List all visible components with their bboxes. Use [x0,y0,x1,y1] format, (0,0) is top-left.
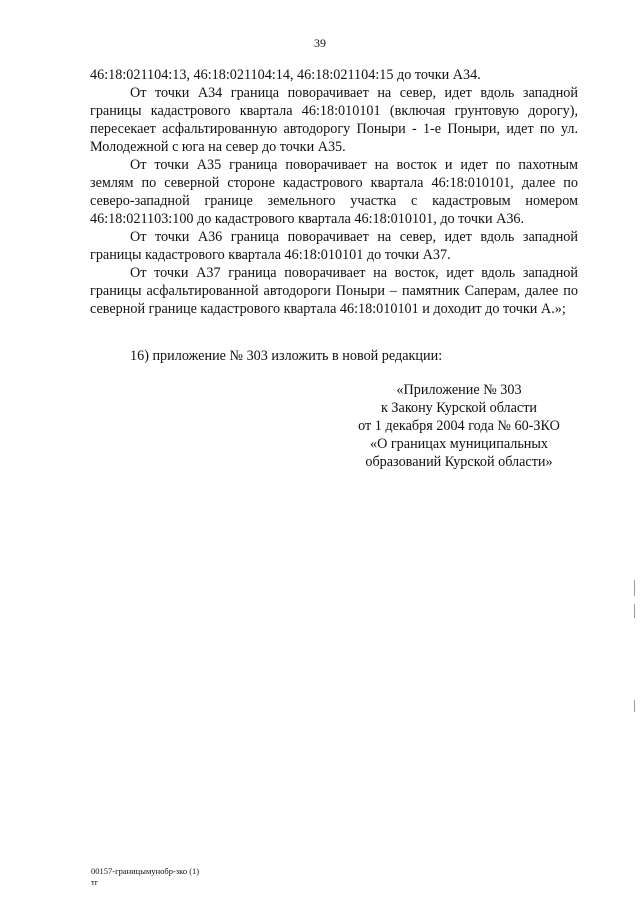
appendix-law-reference: к Закону Курской области [380,400,538,416]
paragraph-point-a34: От точки А34 граница поворачивает на север, идет вдоль западной границы кадастрового квартала 46:18:010101 (включая грунтовую дорогу), пересекает асфальтированную автодорогу Поныри - 1-е Поныри, идет по ул. Молодежной с юга на север до точки А35. [90,85,578,155]
paragraph-point-a37: От точки А37 граница поворачивает на восток, идет вдоль западной границы асфальтированной автодороги Поныри – памятник Саперам, далее по северной границе кадастрового квартала 46:18:010101 и доходит до точки А.»; [90,265,578,317]
document-body [90,66,578,318]
appendix-law-title-line1: «О границах муниципальных [369,436,549,452]
footer [91,866,199,888]
scan-edge-mark [634,700,635,712]
paragraph-point-a36: От точки А36 граница поворачивает на север, идет вдоль западной границы кадастрового квартала 46:18:010101 до точки А37. [90,229,578,263]
amendment-item-16: 16) приложение № 303 изложить в новой редакции: [130,348,443,364]
paragraph-point-a35: От точки А35 граница поворачивает на восток и идет по пахотным землям по северной стороне кадастрового квартала 46:18:010101, далее по северо-западной границе земельного участка с кадастровым номером 46:18:021103:100 до кадастрового квартала 46:18:010101, до точки А36. [90,157,578,227]
appendix-law-date: от 1 декабря 2004 года № 60-ЗКО [358,418,560,434]
paragraph-cadastral-continuation: 46:18:021104:13, 46:18:021104:14, 46:18:021104:15 до точки А34. [90,67,481,83]
footer-filename: 00157-границымунобр-зко (1) [91,866,200,876]
appendix-title: «Приложение № 303 [396,382,522,398]
footer-initials: тг [91,877,99,887]
scan-edge-mark [634,580,635,596]
appendix-law-title-line2: образований Курской области» [365,454,553,470]
scan-edge-mark [634,604,635,618]
page-number: 39 [314,36,326,50]
appendix-heading-block [330,381,588,471]
